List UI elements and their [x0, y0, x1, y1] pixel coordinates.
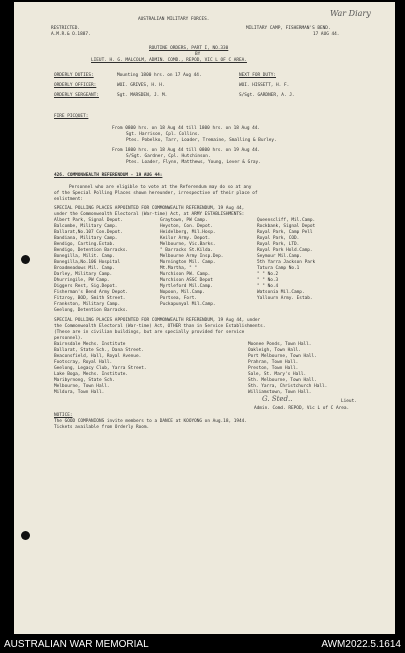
- polling-place: Royal Park, Camp Pell: [257, 230, 313, 235]
- polling-place: Yallourn Army. Estab.: [257, 296, 313, 301]
- polling-place: Murchison PW. Camp.: [160, 272, 211, 277]
- polling-place: Royal Park Hold.Camp.: [257, 248, 313, 253]
- polling-place: Sth. Yarra, Christchurch Hall.: [248, 384, 328, 389]
- orderly-sergeant-value: Sgt. MARSDEN, J. M.: [117, 93, 168, 98]
- polling-place: Sth. Melbourne, Town Hall.: [248, 378, 317, 383]
- civil-polling-heading: (These are in civilian buildings, but are specially provided for service: [54, 330, 245, 335]
- polling-place: Rockbank, Signal Depot: [257, 224, 316, 229]
- polling-place: Prahran, Town Hall.: [248, 360, 299, 365]
- camp-name: MILITARY CAMP, FISHERMAN'S BEND.: [246, 26, 331, 31]
- footer-accession: AWM2022.5.1614: [321, 639, 401, 650]
- polling-place: Geelong, Legacy Club, Yarra Street.: [54, 366, 147, 371]
- orders-issuer: LIEUT. H. G. MALCOLM, ADMIN. COMD., REPOD, VIC L OF C AREA.: [91, 58, 247, 63]
- polling-place: Fisherman's Bend Army Depot.: [54, 290, 129, 295]
- special-polling-heading: under the Commonwealth Electoral (War-time) Act, at ARMY ESTABLISHMENTS:: [54, 212, 245, 217]
- polling-place: Murchison ASSC Depot: [160, 278, 213, 283]
- orders-title: ROUTINE ORDERS, PART I, NO.330: [149, 46, 229, 51]
- punch-hole: [21, 255, 30, 264]
- polling-place: Sale, St. Mary's Hall.: [248, 372, 307, 377]
- fire-picquet-line: S/Sgt. Gardner, Cpl. Hutchinson.: [126, 154, 211, 159]
- notice-text: Tickets available from Orderly Room.: [54, 425, 150, 430]
- signature: G. Sted..: [262, 395, 293, 403]
- fire-picquet-label: FIRE PICQUET:: [54, 114, 89, 119]
- duties-label: ORDERLY DUTIES:: [54, 73, 94, 78]
- polling-place: Beaconsfield, Hall, Royal Avenue.: [54, 354, 142, 359]
- orders-by: BY: [195, 52, 201, 57]
- handwritten-annotation: War Diary: [330, 9, 371, 18]
- polling-place: Nopoon, Mil.Camp.: [160, 290, 205, 295]
- polling-place: Maribyrnong, State Sch.: [54, 378, 115, 383]
- polling-place: " " No.3: [257, 278, 279, 283]
- polling-place: Oakleigh, Town Hall.: [248, 348, 301, 353]
- polling-place: Tatura Camp No.1: [257, 266, 300, 271]
- orderly-officer-value: WOI. GRIVES, H. H.: [117, 83, 165, 88]
- polling-place: Mildura, Town Hall.: [54, 390, 105, 395]
- restricted-label: RESTRICTED.: [51, 26, 81, 31]
- orderly-sergeant-label: ORDERLY SERGEANT:: [54, 93, 99, 98]
- order-date: 17 AUG 44.: [313, 32, 340, 37]
- polling-place: Bendigo, Carting.Estab.: [54, 242, 115, 247]
- polling-place: Mornington Mil. Camp.: [160, 260, 216, 265]
- signatory-title: Admin. Comd. REPOD, Vic L of C Area.: [254, 406, 350, 411]
- special-polling-heading: SPECIAL POLLING PLACES APPOINTED FOR COMMONWEALTH REFERENDUM, 19 Aug 44,: [54, 206, 245, 211]
- orderly-sergeant-next: S/Sgt. GARDNER, A. J.: [239, 93, 295, 98]
- document-page: [14, 2, 395, 634]
- polling-place: Mt.Martha, " ": [160, 266, 198, 271]
- polling-place: Preston, Town Hall.: [248, 366, 299, 371]
- polling-place: Keilor Army. Depot.: [160, 236, 211, 241]
- polling-place: Geelong, Detention Barracks.: [54, 308, 129, 313]
- reference-number: A.M.R.& O.1887.: [51, 32, 91, 37]
- polling-place: Ballarat, State Sch., Dana Street.: [54, 348, 144, 353]
- notice-text: The GOOD COMPANIONS invite members to a DANCE at KOOYONG on Aug.18, 1944.: [54, 419, 247, 424]
- fire-picquet-line: Ptes. Loader, Flynn, Matthews, Young, Lever & Gray.: [126, 160, 261, 165]
- footer-institution: AUSTRALIAN WAR MEMORIAL: [4, 639, 149, 650]
- polling-place: Bonegilla, Milit. Camp.: [54, 254, 115, 259]
- polling-place: Seymour Mil.Camp.: [257, 254, 302, 259]
- polling-place: Bandiana, Military Camp.: [54, 236, 118, 241]
- polling-place: Heidelberg, Mil.Hosp.: [160, 230, 216, 235]
- polling-place: Watsonia Mil.Camp.: [257, 290, 305, 295]
- civil-polling-heading: SPECIAL POLLING PLACES APPOINTED FOR COMMONWEALTH REFERENDUM, 19 Aug 44, under: [54, 318, 261, 323]
- polling-place: Footscray, Royal Hall.: [54, 360, 113, 365]
- polling-place: Bonegilla,No.106 Hospital: [54, 260, 121, 265]
- polling-place: Dhurringile, PW Camp.: [54, 278, 110, 283]
- civil-polling-heading: personnel).: [54, 336, 84, 341]
- polling-place: Portsea, Fort.: [160, 296, 198, 301]
- fire-picquet-line: From 0800 hrs. on 18 Aug 44 till 1800 hrs. on 18 Aug 44.: [112, 126, 261, 131]
- polling-place: " " No.4: [257, 284, 279, 289]
- notice-label: NOTICE:: [54, 413, 73, 418]
- orderly-officer-next: WOI. HISSETT, H. F.: [239, 83, 290, 88]
- polling-place: Bairnsdale Mechs. Institute: [54, 342, 126, 347]
- document-title: AUSTRALIAN MILITARY FORCES.: [138, 17, 210, 22]
- fire-picquet-line: Ptes. Pobelko, Tarr, Loader, Tremaine, Smalling & Burley.: [126, 138, 277, 143]
- polling-place: Melbourne, Vic.Barks.: [160, 242, 216, 247]
- polling-place: Melbourne Army Insp.Dep.: [160, 254, 224, 259]
- polling-place: Darley, Military Camp.: [54, 272, 113, 277]
- polling-place: Ballarat,No.107 Con.Depot.: [54, 230, 123, 235]
- polling-place: Port Melbourne, Town Hall.: [248, 354, 317, 359]
- next-for-duty-label: NEXT FOR DUTY:: [239, 73, 277, 78]
- polling-place: Heyston, Con. Depot.: [160, 224, 213, 229]
- civil-polling-heading: the Commonwealth Electoral (War-time) Act, OTHER than in Service Establishments.: [54, 324, 266, 329]
- polling-place: Graytown, PW Camp.: [160, 218, 208, 223]
- referendum-intro: of the Special Polling Places shown hereunder, irrespective of their place of: [54, 191, 258, 196]
- orderly-officer-label: ORDERLY OFFICER:: [54, 83, 97, 88]
- polling-place: Diggers Rest, Sig.Depot.: [54, 284, 118, 289]
- polling-place: Broadmeadows Mil. Camp.: [54, 266, 115, 271]
- polling-place: Balcombe, Military Camp.: [54, 224, 118, 229]
- fire-picquet-line: Sgt. Harrison, Cpl. Collins.: [126, 132, 201, 137]
- referendum-heading: 426. COMMONWEALTH REFERENDUM - 19 AUG 44:: [54, 173, 163, 178]
- polling-place: " " No.2: [257, 272, 279, 277]
- polling-place: Queenscliff, Mil.Camp.: [257, 218, 316, 223]
- referendum-intro: enlistment:: [54, 197, 84, 202]
- fire-picquet-line: From 1800 hrs. on 18 Aug 44 till 0800 hrs. on 19 Aug 44.: [112, 148, 261, 153]
- polling-place: Moonee Ponds, Town Hall.: [248, 342, 312, 347]
- polling-place: Albert Park, Signal Depot.: [54, 218, 123, 223]
- polling-place: Lake Boga, Mechs. Institute.: [54, 372, 129, 377]
- duties-value: Mounting 1800 hrs. on 17 Aug 44.: [117, 73, 202, 78]
- polling-place: Royal Park, LTD.: [257, 242, 300, 247]
- polling-place: Royal Park, COD.: [257, 236, 300, 241]
- archive-footer: [0, 636, 405, 653]
- polling-place: Puckapunyal Mil.Camp.: [160, 302, 216, 307]
- polling-place: Melbourne, Town Hall.: [54, 384, 110, 389]
- referendum-intro: Personnel who are eligible to vote at the Referendum may do so at any: [69, 185, 252, 190]
- polling-place: " Barracks St.Kilda.: [160, 248, 213, 253]
- polling-place: 5th Yarra Jackson Park: [257, 260, 316, 265]
- punch-hole: [21, 531, 30, 540]
- signatory-rank: Lieut.: [341, 399, 357, 404]
- polling-place: Williamstown, Town Hall.: [248, 390, 312, 395]
- polling-place: Frankston, Military Camp.: [54, 302, 121, 307]
- polling-place: Fitzroy, BOD, Smith Street.: [54, 296, 126, 301]
- polling-place: Myrtleford Mil.Camp.: [160, 284, 213, 289]
- polling-place: Bendigo, Detention Barracks.: [54, 248, 129, 253]
